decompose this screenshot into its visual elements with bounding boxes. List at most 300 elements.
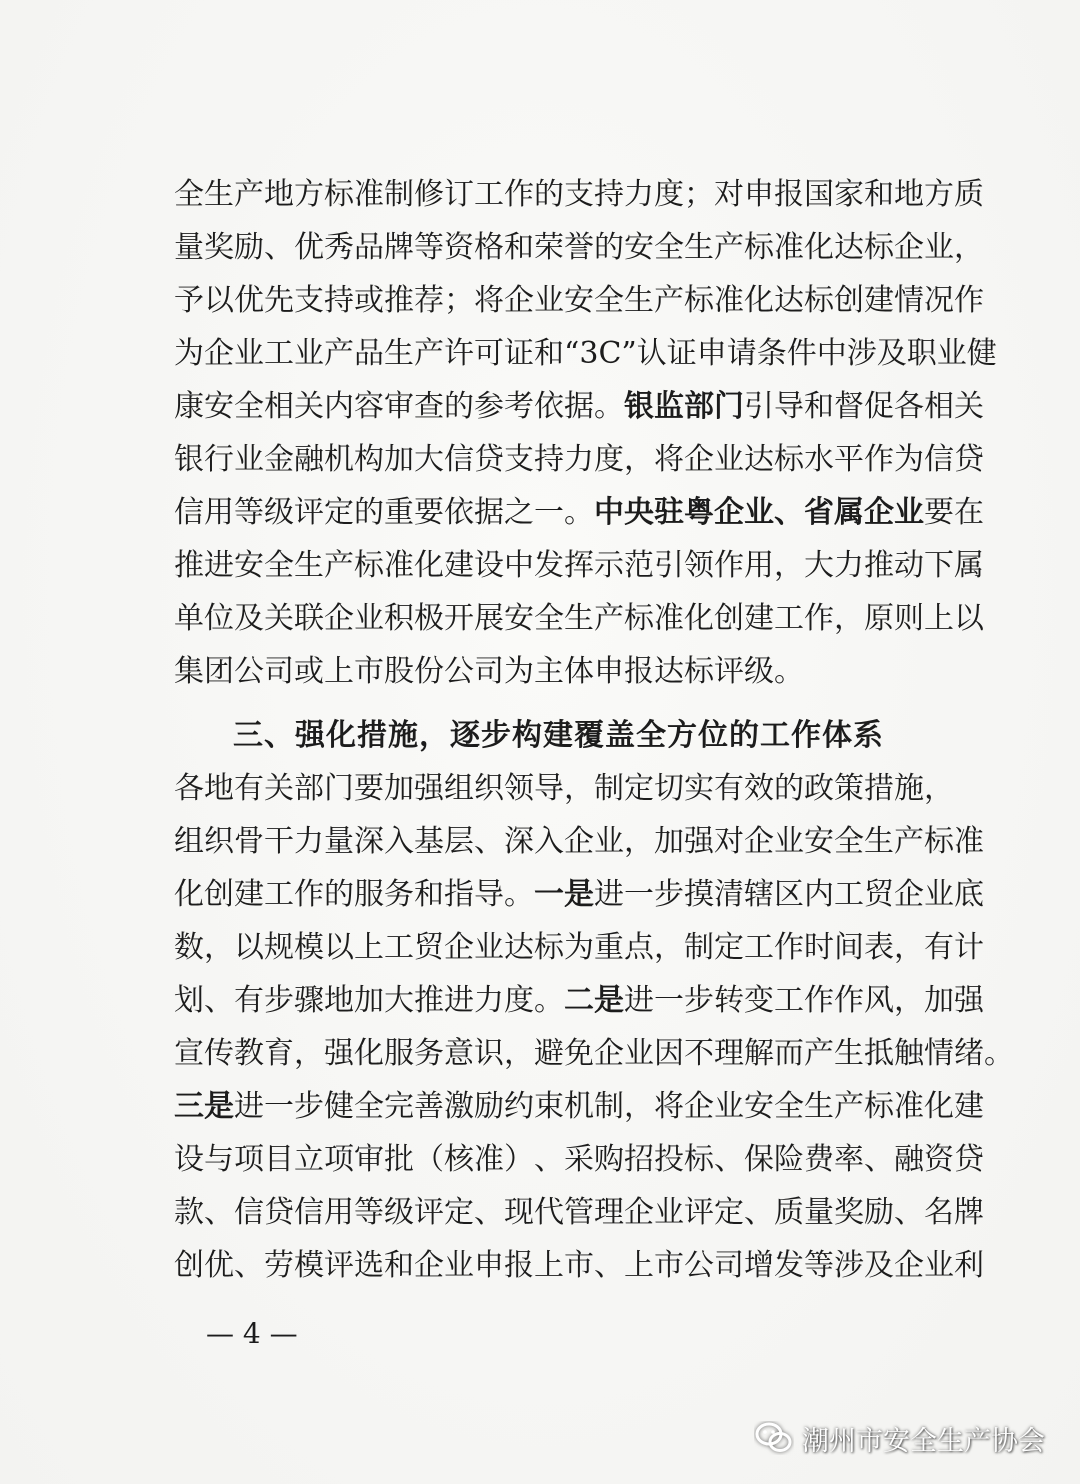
char: 企	[744, 824, 774, 859]
char: 免	[564, 1036, 594, 1071]
char: 业	[624, 1036, 654, 1071]
char: 重	[384, 495, 414, 530]
char: 设	[474, 548, 504, 583]
bold-char: 企	[864, 495, 894, 530]
char: 业	[924, 230, 954, 265]
char: 司	[714, 1248, 744, 1283]
char: 信	[444, 442, 474, 477]
char: 计	[954, 930, 984, 965]
char: 、	[744, 1195, 774, 1230]
char: 现	[504, 1195, 534, 1230]
char: 参	[474, 389, 504, 424]
char: 企	[204, 336, 234, 371]
char: 部	[294, 771, 324, 806]
char: 核	[444, 1142, 474, 1177]
char: 业	[936, 336, 967, 371]
char: 动	[894, 548, 924, 583]
char: 全	[234, 389, 264, 424]
text-line	[174, 1133, 984, 1186]
char: 将	[654, 1089, 684, 1124]
text-line	[174, 815, 984, 868]
char: 以	[954, 601, 984, 636]
char: 领	[504, 771, 534, 806]
char: 进	[204, 548, 234, 583]
char: 标	[804, 283, 834, 318]
char: 上	[624, 1248, 654, 1283]
char: 家	[834, 177, 864, 212]
char: ，	[954, 230, 984, 265]
char: 展	[474, 601, 504, 636]
char: 等	[414, 230, 444, 265]
char: ，	[624, 442, 654, 477]
char: 工	[774, 983, 804, 1018]
char: 标	[684, 1142, 714, 1177]
char: 工	[264, 877, 294, 912]
char: 建	[234, 877, 264, 912]
char: 内	[324, 389, 354, 424]
char: 施	[894, 771, 924, 806]
char: 企	[504, 283, 534, 318]
char: 关	[954, 389, 984, 424]
char: 方	[924, 177, 954, 212]
char: 进	[594, 877, 624, 912]
char: 银	[174, 442, 204, 477]
char: 请	[726, 336, 757, 371]
char: 牌	[384, 230, 414, 265]
char: 达	[834, 230, 864, 265]
char: 贷	[954, 1142, 984, 1177]
char: 产	[234, 177, 264, 212]
char: ，	[894, 983, 924, 1018]
char: 全	[594, 283, 624, 318]
bold-char: 企	[714, 495, 744, 530]
char: 贸	[864, 877, 894, 912]
char: 报	[624, 654, 654, 689]
char: 股	[384, 654, 414, 689]
char: 行	[204, 442, 234, 477]
char: 司	[474, 654, 504, 689]
char: 制	[594, 771, 624, 806]
char: 加	[384, 771, 414, 806]
char: “	[564, 336, 580, 371]
char: 工	[474, 177, 504, 212]
char: 不	[684, 1036, 714, 1071]
char: 上	[924, 601, 954, 636]
char: 、	[534, 1142, 564, 1177]
char: 目	[264, 1142, 294, 1177]
char: 在	[954, 495, 984, 530]
bold-char: 是	[594, 983, 624, 1018]
char: 评	[714, 654, 744, 689]
char: 定	[624, 771, 654, 806]
char: 以	[204, 283, 234, 318]
char: ，	[894, 930, 924, 965]
char: 作	[864, 442, 894, 477]
char: （	[414, 1142, 444, 1177]
char: 涉	[834, 1248, 864, 1283]
char: 干	[264, 824, 294, 859]
char: 安	[804, 824, 834, 859]
char: 步	[264, 983, 294, 1018]
char: 金	[264, 442, 294, 477]
char: 荣	[534, 230, 564, 265]
char: 量	[324, 824, 354, 859]
char: 情	[894, 283, 924, 318]
char: 标	[774, 442, 804, 477]
char: 企	[684, 442, 714, 477]
char: 批	[384, 1142, 414, 1177]
char: 安	[234, 548, 264, 583]
char: 单	[174, 601, 204, 636]
bold-char: 省	[804, 495, 834, 530]
char: 极	[414, 601, 444, 636]
char: 方	[294, 177, 324, 212]
bold-char: 中	[594, 495, 624, 530]
char: 为	[894, 442, 924, 477]
char: 产	[894, 824, 924, 859]
char: 标	[744, 230, 774, 265]
char: 。	[564, 495, 594, 530]
char: 地	[204, 771, 234, 806]
char: 进	[234, 1089, 264, 1124]
char: 模	[294, 1248, 324, 1283]
char: 准	[714, 283, 744, 318]
char: 化	[414, 548, 444, 583]
char: 生	[834, 1036, 864, 1071]
char: 报	[774, 177, 804, 212]
char: 级	[384, 1195, 414, 1230]
char: 上	[354, 930, 384, 965]
char: 3	[579, 336, 599, 371]
bold-char: 业	[894, 495, 924, 530]
char: 建	[954, 1089, 984, 1124]
char: 评	[294, 495, 324, 530]
char: 企	[894, 877, 924, 912]
char: 教	[234, 1036, 264, 1071]
char: 作	[804, 983, 834, 1018]
char: 达	[744, 442, 774, 477]
char: 原	[864, 601, 894, 636]
char: 重	[594, 930, 624, 965]
char: 有	[234, 771, 264, 806]
char: 位	[204, 601, 234, 636]
char: 工	[774, 601, 804, 636]
char: 清	[714, 877, 744, 912]
char: 用	[744, 548, 774, 583]
char: 关	[294, 389, 324, 424]
char: 涉	[846, 336, 877, 371]
char: 织	[204, 824, 234, 859]
char: 策	[834, 771, 864, 806]
bold-char: 属	[834, 495, 864, 530]
char: 生	[804, 1089, 834, 1124]
char: 业	[534, 283, 564, 318]
char: C	[598, 336, 622, 371]
bold-char: 部	[684, 389, 714, 424]
char: 传	[204, 1036, 234, 1071]
char: 推	[864, 548, 894, 583]
char: 一	[534, 495, 564, 530]
char: ）	[504, 1142, 534, 1177]
char: 证	[666, 336, 697, 371]
char: 标	[534, 930, 564, 965]
char: 示	[594, 548, 624, 583]
char: 为	[174, 336, 204, 371]
char: 解	[744, 1036, 774, 1071]
char: 为	[564, 930, 594, 965]
char: 准	[474, 1142, 504, 1177]
char: 促	[864, 389, 894, 424]
char: 生	[204, 177, 234, 212]
char: 持	[324, 283, 354, 318]
char: 秀	[324, 230, 354, 265]
bold-char: 一	[534, 877, 564, 912]
char: 的	[444, 389, 474, 424]
char: 项	[234, 1142, 264, 1177]
text-line	[174, 762, 954, 815]
char: 产	[804, 1036, 834, 1071]
char: 强	[954, 983, 984, 1018]
char: 基	[414, 824, 444, 859]
char: 集	[174, 654, 204, 689]
char: 质	[774, 1195, 804, 1230]
char: 标	[354, 548, 384, 583]
char: 建	[444, 548, 474, 583]
char: ，	[774, 548, 804, 583]
char: 申	[744, 177, 774, 212]
char: 触	[894, 1036, 924, 1071]
char: 支	[564, 177, 594, 212]
char: 力	[564, 442, 594, 477]
wechat-icon	[754, 1421, 794, 1455]
char: 准	[384, 548, 414, 583]
char: 推	[414, 983, 444, 1018]
char: 时	[804, 930, 834, 965]
bold-char: 、	[774, 495, 804, 530]
char: 平	[834, 442, 864, 477]
char: 将	[474, 283, 504, 318]
text-line	[174, 274, 984, 327]
char: 职	[906, 336, 937, 371]
char: 准	[954, 824, 984, 859]
char: 市	[654, 1248, 684, 1283]
char: 和	[414, 877, 444, 912]
char: 之	[504, 495, 534, 530]
char: 团	[204, 654, 234, 689]
char: 购	[594, 1142, 624, 1177]
char: 评	[414, 1195, 444, 1230]
char: 激	[444, 1089, 474, 1124]
char: 工	[264, 336, 294, 371]
char: ，	[294, 1036, 324, 1071]
char: 、	[864, 1142, 894, 1177]
char: 企	[624, 1195, 654, 1230]
char: 誉	[564, 230, 594, 265]
char: 发	[534, 548, 564, 583]
char: 全	[534, 601, 564, 636]
char: 业	[924, 877, 954, 912]
char: 认	[636, 336, 667, 371]
char: ；	[444, 283, 474, 318]
char: 格	[474, 230, 504, 265]
char: 积	[384, 601, 414, 636]
char: 有	[924, 930, 954, 965]
text-line	[174, 592, 984, 645]
char: 款	[174, 1195, 204, 1230]
char: 利	[954, 1248, 984, 1283]
char: 企	[324, 601, 354, 636]
char: ，	[924, 771, 954, 806]
char: 保	[744, 1142, 774, 1177]
char: 招	[624, 1142, 654, 1177]
char: 融	[894, 1142, 924, 1177]
char: 励	[474, 1089, 504, 1124]
char: 、	[894, 1195, 924, 1230]
char: 企	[684, 1089, 714, 1124]
char: 上	[534, 1248, 564, 1283]
char: 考	[504, 389, 534, 424]
char: 化	[924, 1089, 954, 1124]
bold-char: 三	[174, 1089, 204, 1124]
char: 达	[774, 283, 804, 318]
char: 生	[624, 283, 654, 318]
char: ；	[684, 177, 714, 212]
char: 底	[954, 877, 984, 912]
char: 份	[414, 654, 444, 689]
char: 相	[924, 389, 954, 424]
char: 间	[834, 930, 864, 965]
char: 与	[204, 1142, 234, 1177]
char: 下	[924, 548, 954, 583]
char: 的	[774, 771, 804, 806]
char: 励	[234, 230, 264, 265]
char: 强	[684, 824, 714, 859]
char: 构	[354, 442, 384, 477]
text-line	[174, 1186, 984, 1239]
char: 公	[234, 654, 264, 689]
char: 要	[924, 495, 954, 530]
char: 导	[534, 771, 564, 806]
char: 标	[684, 654, 714, 689]
char: 定	[714, 930, 744, 965]
char: 中	[816, 336, 847, 371]
char: 业	[594, 824, 624, 859]
char: 引	[744, 389, 774, 424]
char: 持	[534, 442, 564, 477]
char: 、	[234, 1248, 264, 1283]
char: 组	[174, 824, 204, 859]
char: 一	[654, 983, 684, 1018]
char: 据	[474, 495, 504, 530]
char: 贷	[264, 1195, 294, 1230]
char: 评	[684, 1195, 714, 1230]
bold-char: 是	[204, 1089, 234, 1124]
char: 则	[894, 601, 924, 636]
char: ，	[834, 601, 864, 636]
char: 度	[504, 983, 534, 1018]
char: 司	[264, 654, 294, 689]
char: 各	[894, 389, 924, 424]
char: 审	[384, 389, 414, 424]
char: 创	[204, 877, 234, 912]
char: 将	[654, 442, 684, 477]
char: 关	[264, 601, 294, 636]
text-line	[174, 645, 954, 698]
char: 的	[594, 230, 624, 265]
char: 地	[324, 983, 354, 1018]
char: 作	[834, 983, 864, 1018]
char: 定	[444, 1195, 474, 1230]
char: 效	[744, 771, 774, 806]
char: 费	[804, 1142, 834, 1177]
char: 数	[174, 930, 204, 965]
char: 荐	[414, 283, 444, 318]
char: 意	[444, 1036, 474, 1071]
char: 完	[384, 1089, 414, 1124]
char: 政	[804, 771, 834, 806]
char: 或	[354, 283, 384, 318]
char: 织	[474, 771, 504, 806]
char: 推	[384, 283, 414, 318]
char: 大	[804, 548, 834, 583]
char: 模	[294, 930, 324, 965]
char: 开	[444, 601, 474, 636]
char: 市	[354, 654, 384, 689]
char: 化	[174, 877, 204, 912]
char: 量	[174, 230, 204, 265]
char: 避	[534, 1036, 564, 1071]
char: 融	[294, 442, 324, 477]
char: 作	[504, 177, 534, 212]
char: ，	[624, 824, 654, 859]
char: 产	[714, 230, 744, 265]
char: 和	[534, 336, 564, 371]
char: 及	[876, 336, 907, 371]
char: 及	[864, 1248, 894, 1283]
char: 的	[324, 877, 354, 912]
char: 、	[264, 230, 294, 265]
char: 安	[204, 389, 234, 424]
char: 资	[924, 1142, 954, 1177]
char: 信	[234, 1195, 264, 1230]
char: 内	[804, 877, 834, 912]
char: 导	[474, 877, 504, 912]
char: 查	[414, 389, 444, 424]
char: 措	[864, 771, 894, 806]
text-line	[174, 539, 984, 592]
char: 定	[324, 495, 354, 530]
char: 为	[504, 654, 534, 689]
char: 入	[384, 824, 414, 859]
char: 据	[564, 389, 594, 424]
char: 企	[444, 930, 474, 965]
char: 层	[444, 824, 474, 859]
char: 业	[444, 1248, 474, 1283]
bold-char: 是	[564, 877, 594, 912]
char: 持	[594, 177, 624, 212]
char: 一	[264, 1089, 294, 1124]
char: 机	[564, 1089, 594, 1124]
char: 立	[294, 1142, 324, 1177]
char: 安	[624, 230, 654, 265]
bold-char: 驻	[654, 495, 684, 530]
char: ，	[204, 930, 234, 965]
char: 等	[354, 1195, 384, 1230]
char: 务	[414, 1036, 444, 1071]
text-line	[174, 974, 984, 1027]
char: 用	[324, 1195, 354, 1230]
char: 联	[294, 601, 324, 636]
